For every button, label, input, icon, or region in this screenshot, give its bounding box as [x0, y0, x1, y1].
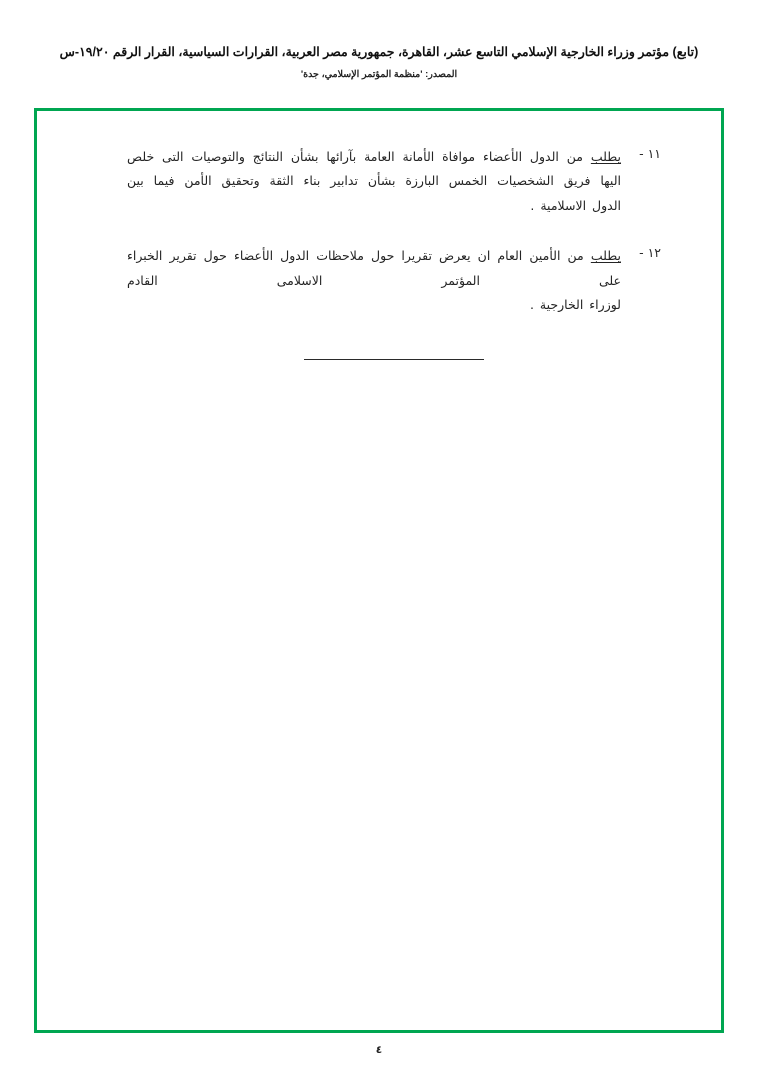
page-title: (تابع) مؤتمر وزراء الخارجية الإسلامي التاسع عشر، القاهرة، جمهورية مصر العربية، القرارات السياسية، القرار الرقم ١٩/٢٠-س [59, 45, 699, 59]
clause-line: لوزراء الخارجية . [529, 296, 621, 312]
clause-line: الأعضاء حول تقرير الخبراء على المؤتمر الاسلامى القادم [127, 248, 621, 288]
clause-line: من الأمين العام ان يعرض تقريرا حول ملاحظات الدول [280, 248, 584, 264]
clause-lead-word: يطلب [590, 248, 621, 264]
document-body [127, 145, 661, 365]
document-header [0, 44, 758, 80]
clause-line: الدول الاسلامية . [530, 197, 621, 213]
clause-number: ١١ - [639, 146, 661, 161]
content-frame [34, 108, 724, 1033]
clause-item [127, 145, 661, 218]
clause-text [127, 145, 621, 218]
clause-line: النتائج والتوصيات التى خلص اليها فريق الشخصيات الخمس [127, 149, 621, 189]
page-number: ٤ [375, 1044, 383, 1056]
clause-item [127, 244, 661, 317]
source-line: المصدر: 'منظمة المؤتمر الإسلامي، جدة' [300, 69, 458, 81]
clause-line: من الدول الأعضاء موافاة الأمانة العامة بآرائها بشأن [290, 149, 583, 164]
divider-rule [304, 359, 484, 360]
clause-line: البارزة بشأن تدابير بناء الثقة وتحقيق الأمن فيما بين [127, 173, 439, 189]
section-divider [127, 347, 661, 365]
clause-number: ١٢ - [639, 245, 661, 261]
clause-text [127, 244, 621, 317]
clause-lead-word: يطلب [590, 149, 622, 164]
